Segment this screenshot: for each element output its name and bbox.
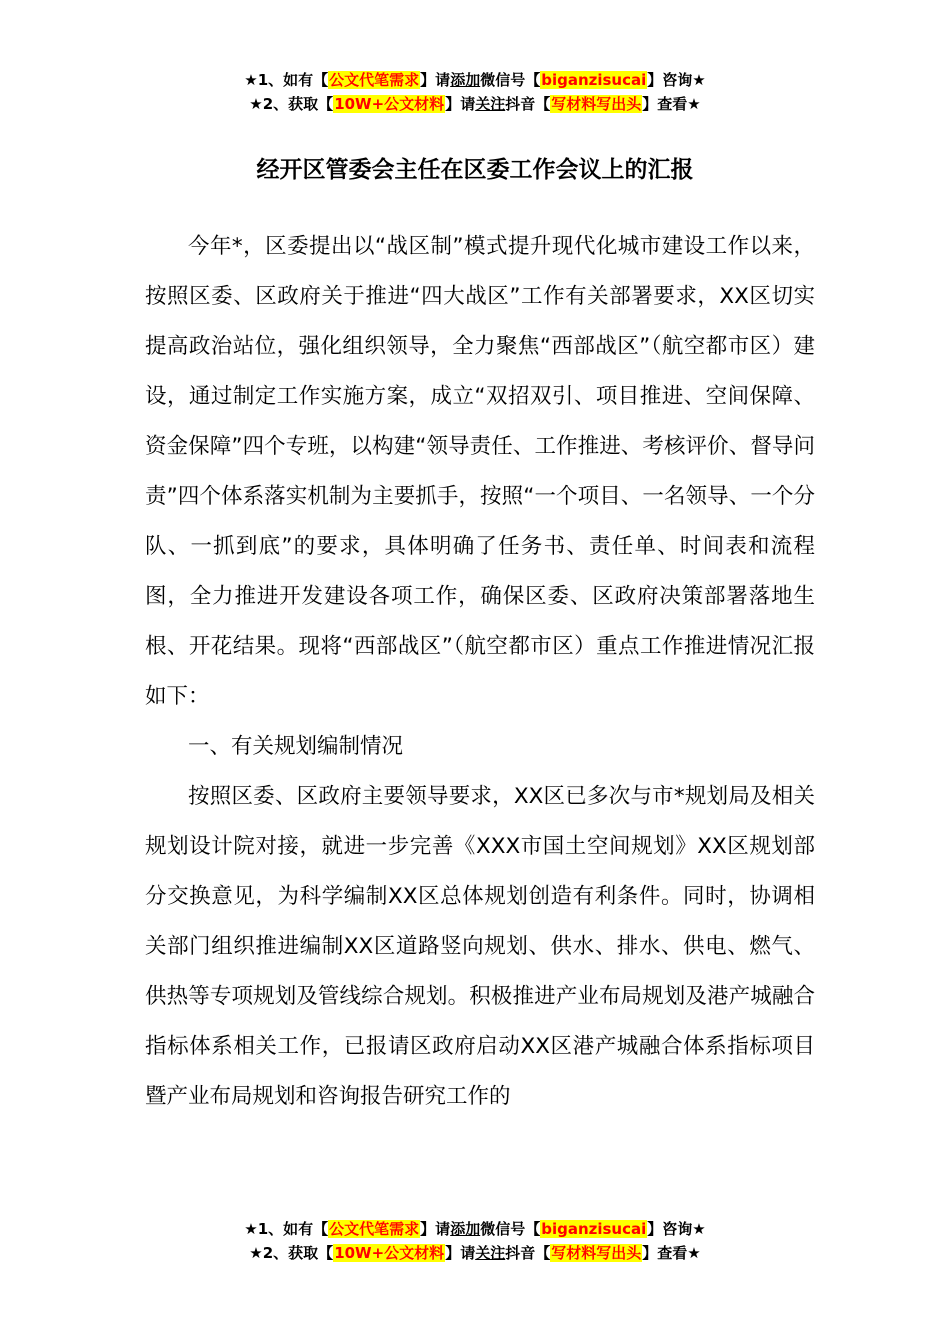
banner-line-2 [0, 92, 950, 116]
banner-underlined: 添加 [450, 71, 481, 89]
banner-text: 】咨询★ [647, 1220, 706, 1238]
banner-underlined: 添加 [450, 1220, 481, 1238]
banner-text: 】请 [420, 1220, 451, 1238]
banner-text: ★1、如有【 [244, 1220, 329, 1238]
banner-underlined: 关注 [475, 95, 506, 113]
banner-text: ★2、获取【 [249, 1244, 334, 1262]
banner-line-1 [0, 1217, 950, 1241]
banner-text: 抖音【 [505, 1244, 551, 1262]
banner-text: ★2、获取【 [249, 95, 334, 113]
banner-highlight: 10W+公文材料 [334, 95, 445, 113]
banner-text: 微信号【 [480, 71, 541, 89]
banner-text: 】咨询★ [647, 71, 706, 89]
banner-line-1 [0, 68, 950, 92]
banner-highlight: biganzisucai [541, 1220, 647, 1238]
banner-line-2 [0, 1241, 950, 1265]
document-title: 经开区管委会主任在区委工作会议上的汇报 [256, 157, 694, 183]
banner-highlight: 公文代笔需求 [329, 71, 420, 89]
banner-text: ★1、如有【 [244, 71, 329, 89]
banner-text: 】请 [420, 71, 451, 89]
document-body [145, 222, 815, 1122]
paragraph-planning: 按照区委、区政府主要领导要求，XX区已多次与市*规划局及相关规划设计院对接，就进一步完善《XXX市国土空间规划》XX区规划部分交换意见，为科学编制XX区总体规划创造有利条件。同时，协调相关部门组织推进编制XX区道路竖向规划、供水、排水、供电、燃气、供热等专项规划及管线综合规划。积极推进产业布局规划及港产城融合指标体系相关工作，已报请区政府启动XX区港产城融合体系指标项目暨产业布局规划和咨询报告研究工作的 [145, 784, 815, 1109]
banner-highlight: 公文代笔需求 [329, 1220, 420, 1238]
footer-banner [0, 1217, 950, 1265]
banner-text: 】查看★ [642, 95, 701, 113]
header-banner [0, 68, 950, 116]
banner-highlight: biganzisucai [541, 71, 647, 89]
banner-highlight: 10W+公文材料 [334, 1244, 445, 1262]
banner-text: 】请 [445, 1244, 476, 1262]
banner-highlight: 写材料写出头 [551, 1244, 642, 1262]
banner-text: 】查看★ [642, 1244, 701, 1262]
banner-text: 】请 [445, 95, 476, 113]
paragraph-intro: 今年*，区委提出以“战区制”模式提升现代化城市建设工作以来，按照区委、区政府关于推进“四大战区”工作有关部署要求，XX区切实提高政治站位，强化组织领导，全力聚焦“西部战区”（航空都市区）建设，通过制定工作实施方案，成立“双招双引、项目推进、空间保障、资金保障”四个专班，以构建“领导责任、工作推进、考核评价、督导问责”四个体系落实机制为主要抓手，按照“一个项目、一名领导、一个分队、一抓到底”的要求，具体明确了任务书、责任单、时间表和流程图，全力推进开发建设各项工作，确保区委、区政府决策部署落地生根、开花结果。现将“西部战区”（航空都市区）重点工作推进情况汇报如下： [145, 234, 815, 709]
banner-highlight: 写材料写出头 [551, 95, 642, 113]
banner-text: 微信号【 [480, 1220, 541, 1238]
banner-underlined: 关注 [475, 1244, 506, 1262]
section-heading: 一、有关规划编制情况 [188, 734, 404, 759]
banner-text: 抖音【 [505, 95, 551, 113]
